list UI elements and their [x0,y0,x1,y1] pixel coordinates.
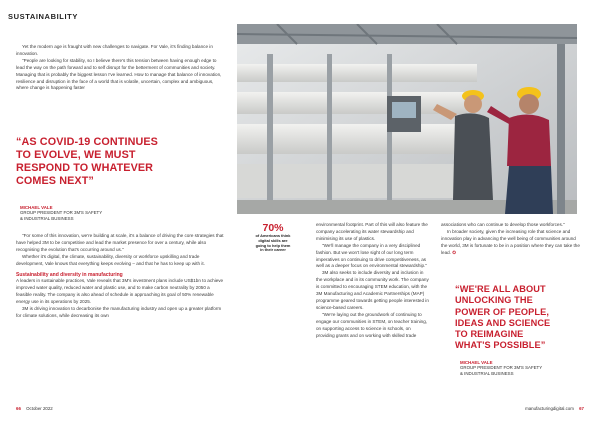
stat-callout [243,222,303,253]
paragraph: A leaders in sustainable practices, Vale reveals that 3M's investment plans include US$1bn to achieve improved water quality, reduced water and plastic use, and to make carbon neutrality by 2050 a feasible reality. The company is also ahead of schedule in approaching its goal of 50% renewable energy use in its operations by 2025. [16,278,224,305]
attribution-name: MICHAEL VALE [20,205,53,210]
footer-right [525,406,584,411]
attribution-role: GROUP PRESIDENT FOR 3M'S SAFETY [460,365,543,370]
pull-quote-right [455,284,595,352]
end-mark-icon: ✪ [452,249,457,255]
footer-left [16,406,53,411]
attribution-name: MICHAEL VALE [460,360,493,365]
pull-quote-line: “WE'RE ALL ABOUT [455,284,546,294]
pull-quote-line: UNLOCKING THE [455,295,533,306]
left-body [16,233,224,320]
stat-line: of Americans think [255,233,291,238]
paragraph: "For some of this innovation, we're building at scale, it's a balance of driving the core strategies that have helped 3M to be competitive and lead the market presence for over a century, while also recognising the evolution that's occurring around us." [16,233,224,252]
section-label: SUSTAINABILITY [8,12,78,21]
paragraph: 3M also seeks to include diversity and inclusion in the workplace and in its community work. The company is committed to encouraging STEM education, with the 3M Manufacturing and Academic Partnerships (MAP) programme geared towards getting people interested in science-based careers. [316,270,429,310]
website-link[interactable]: manufacturingdigital.com [525,406,574,411]
left-intro [16,44,222,92]
pull-quote-line: RESPOND TO WHATEVER [16,162,154,174]
stat-line: in their career [260,247,286,253]
pull-quote-line: COMES NEXT” [16,175,94,187]
pull-quote-line: “AS COVID-19 CONTINUES [16,136,158,148]
middle-body [316,222,430,339]
attribution-role: GROUP PRESIDENT FOR 3M'S SAFETY [20,210,103,215]
page-number-right: 67 [579,406,584,411]
stat-line: going to help them [255,242,291,248]
paragraph: associations who can continue to develop those workforces." [441,222,565,227]
stat-number: 70% [262,222,284,234]
pull-quote-line: WHAT'S POSSIBLE” [455,340,546,351]
quote-attribution-left [20,205,180,222]
paragraph: "We're laying out the groundwork of continuing to engage our communities in STEM, on teacher training, on supporting access to science in schools, on providing grants and on working with skilled trade [316,311,428,338]
paragraph: "People are looking for stability, so I believe there's this tension between having enough edge to lead the way on the path forward and to self disrupt for the betterment of communities and society. Managing that is probably the biggest lesson I've learned. How to manage that balance of innovation, resilience and disruption in the face of a world that is volatile, uncertain, complex and ambiguous, where change is happening faster [16,57,222,91]
issue-date: October 2022 [26,406,53,411]
paragraph: 3M is driving innovation to decarbonise the manufacturing industry and open up a greater platform for climate solutions, while decreasing its own [16,306,222,318]
attribution-role: & INDUSTRIAL BUSINESS [460,370,514,376]
stat-line: digital skills are [258,237,288,243]
pull-quote-line: TO EVOLVE, WE MUST [16,149,136,161]
pull-quote-line: TO REIMAGINE [455,329,524,340]
factory-workers-photo-svg [237,24,577,214]
quote-attribution-right [460,360,590,377]
subheading: Sustainability and diversity in manufacturing [16,271,123,278]
pull-quote-line: IDEAS AND SCIENCE [455,317,551,328]
paragraph: Whether it's digital, the climate, sustainability, diversity or workforce upskilling and trade development, Vale knows that everything keeps evolving – and that he has to keep up with it. [16,253,205,266]
factory-workers-photo [237,24,577,214]
paragraph: In broader society, given the increasing role that science and innovation play in advancing the well being of communities around the world, 3M is fortunate to be in a position where they can take the lead. [441,228,580,255]
pull-quote-left [16,136,231,188]
page-number-left: 66 [16,406,21,411]
attribution-role: & INDUSTRIAL BUSINESS [20,215,74,221]
right-body [441,222,581,257]
paragraph: Yet the modern age is fraught with new challenges to navigate. For Vale, it's finding balance in innovation. [16,44,213,56]
paragraph: environmental footprint. Part of this will also feature the company accelerating its water stewardship and minimising its use of plastics. [316,222,428,241]
pull-quote-line: POWER OF PEOPLE, [455,306,549,317]
paragraph: "We'll manage the company in a very disciplined fashion. But we won't lose sight of our long term imperatives on continuing to drive competitiveness, as well as a deeper focus on environmental stewardship." [316,242,427,269]
